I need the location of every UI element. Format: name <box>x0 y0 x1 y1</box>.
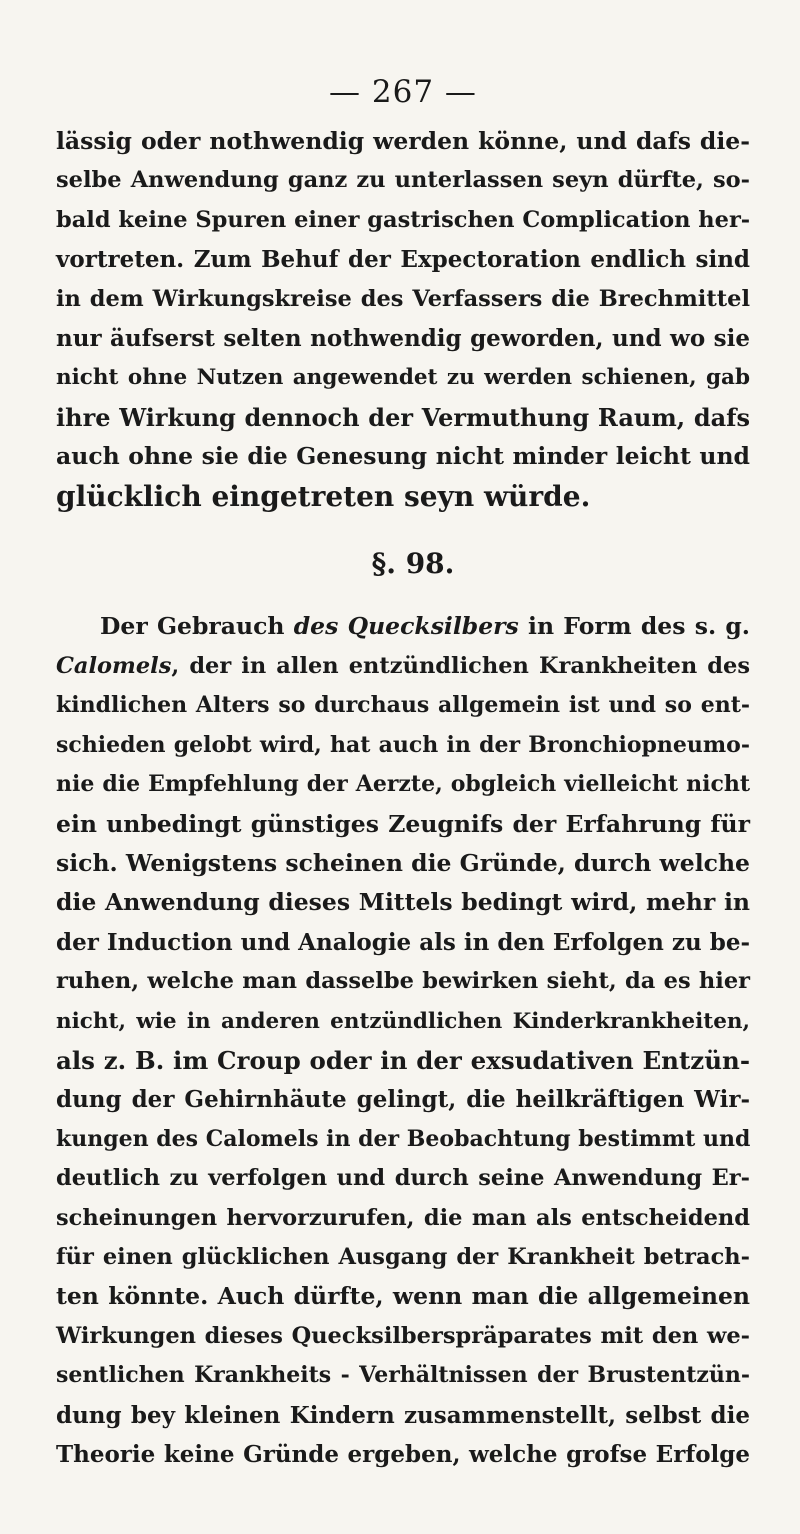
text-run: in Form des s. g. <box>518 612 750 641</box>
text-line: dung bey kleinen Kindern zusammenstellt, selbst die <box>56 1401 750 1429</box>
text-line: schieden gelobt wird, hat auch in der Bronchiopneumo- <box>56 731 750 758</box>
text-line: vortreten. Zum Behuf der Expectoration endlich sind <box>56 246 750 274</box>
text-line: auch ohne sie die Genesung nicht minder leicht und <box>56 442 750 471</box>
text-line: die Anwendung dieses Mittels bedingt wird, mehr in <box>56 888 750 917</box>
text-line: ihre Wirkung dennoch der Vermuthung Raum, dafs <box>56 402 750 432</box>
text-line: scheinungen hervorzurufen, die man als entscheidend <box>56 1204 750 1231</box>
text-line-first <box>56 607 750 646</box>
text-line: Theorie keine Gründe ergeben, welche grofse Erfolge <box>56 1441 750 1468</box>
text-line: kindlichen Alters so durchaus allgemein ist und so ent- <box>56 692 750 719</box>
text-line: glücklich eingetreten seyn würde. <box>56 479 591 513</box>
text-line: nicht ohne Nutzen angewendet zu werden schienen, gab <box>56 365 750 391</box>
paragraph-continued <box>56 122 750 516</box>
text-line: nie die Empfehlung der Aerzte, obgleich vielleicht nicht <box>56 771 750 798</box>
text-line: lässig oder nothwendig werden könne, und dafs die- <box>56 127 750 155</box>
italic-term-quecksilbers: des Quecksilbers <box>293 612 519 641</box>
text-line: ten könnte. Auch dürfte, wenn man die allgemeinen <box>56 1282 750 1311</box>
text-run: , der in allen entzündlichen Krankheiten des <box>171 652 750 679</box>
text-line: als z. B. im Croup oder in der exsudativen Entzün- <box>56 1045 750 1075</box>
text-line: nur äufserst selten nothwendig geworden, und wo sie <box>56 325 750 353</box>
text-line: in dem Wirkungskreise des Verfassers die Brechmittel <box>56 285 750 312</box>
text-line: kungen des Calomels in der Beobachtung bestimmt und <box>56 1125 751 1152</box>
text-line: nicht, wie in anderen entzündlichen Kinderkrankheiten, <box>56 1008 750 1034</box>
text-line: dung der Gehirnhäute gelingt, die heilkräftigen Wir- <box>56 1086 750 1114</box>
text-line: der Induction und Analogie als in den Erfolgen zu be- <box>56 928 750 956</box>
paragraph-section-98 <box>56 607 750 1474</box>
text-line: selbe Anwendung ganz zu unterlassen seyn dürfte, so- <box>56 167 750 194</box>
text-line: für einen glücklichen Ausgang der Krankheit betrach- <box>56 1243 750 1270</box>
italic-term-calomels: Calomels <box>56 652 172 679</box>
text-line: Wirkungen dieses Quecksilberspräparates mit den we- <box>56 1322 750 1349</box>
text-run: Der Gebrauch <box>100 612 294 641</box>
text-line: sich. Wenigstens scheinen die Gründe, durch welche <box>56 848 750 877</box>
text-line: deutlich zu verfolgen und durch seine Anwendung Er- <box>56 1165 750 1192</box>
text-line: ein unbedingt günstiges Zeugnifs der Erfahrung für <box>56 809 750 838</box>
text-line: ruhen, welche man dasselbe bewirken sieht, da es hier <box>56 968 750 995</box>
section-heading: §. 98. <box>371 547 455 581</box>
text-line-second <box>56 647 750 686</box>
page-number-header: — 267 — <box>329 74 477 110</box>
text-line: sentlichen Krankheits - Verhältnissen der Brustentzün- <box>56 1362 750 1389</box>
text-line: bald keine Spuren einer gastrischen Complication her- <box>56 206 751 233</box>
